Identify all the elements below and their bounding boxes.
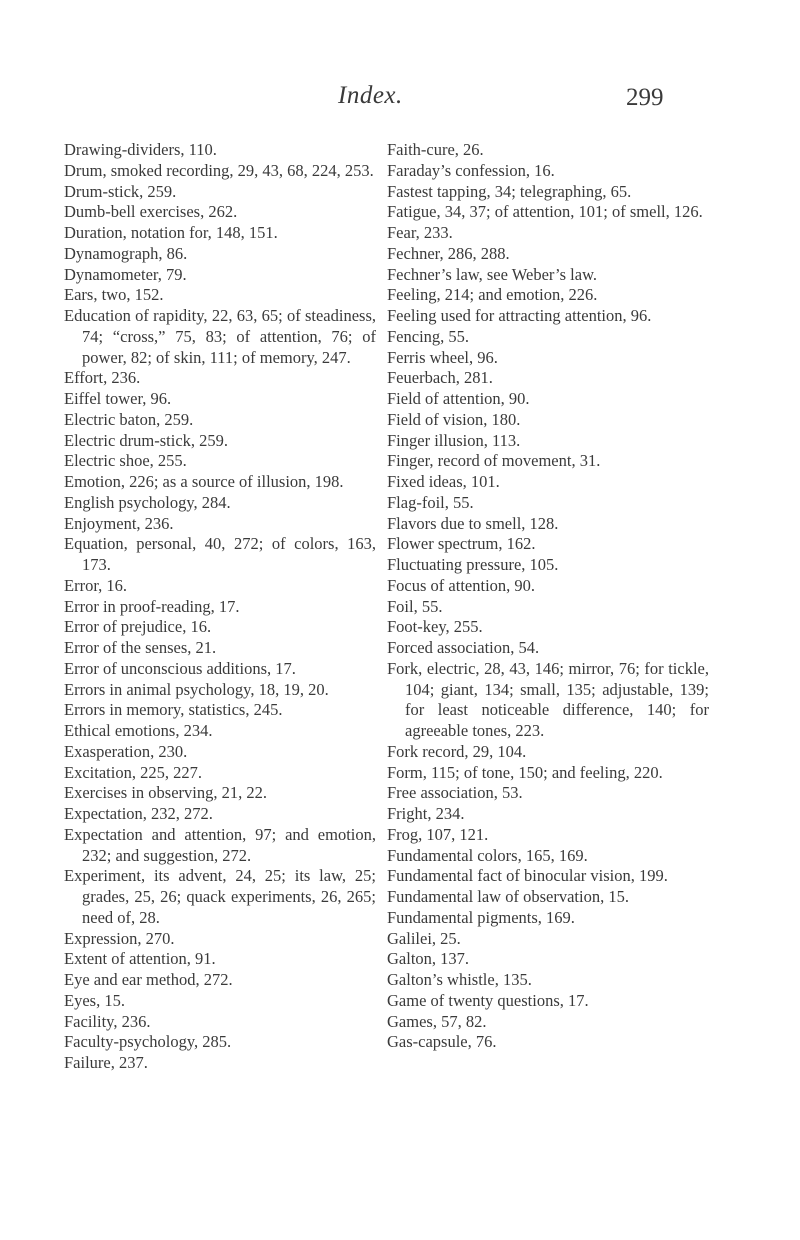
index-entry: Fechner’s law, see Weber’s law. xyxy=(387,264,598,284)
index-entry: Flag-foil, 55. xyxy=(387,492,474,512)
index-entry: Flavors due to smell, 128. xyxy=(387,513,559,533)
index-entry: Emotion, 226; as a source of illusion, 198. xyxy=(64,472,344,491)
index-entry: Electric drum-stick, 259. xyxy=(64,430,229,450)
index-entry: Foot-key, 255. xyxy=(387,617,483,637)
index-entry: Expression, 270. xyxy=(64,928,175,948)
index-entry: Dynamograph, 86. xyxy=(64,243,188,263)
index-entry: Dynamometer, 79. xyxy=(64,264,187,284)
index-entry: Fastest tapping, 34; telegraphing, 65. xyxy=(387,181,632,201)
index-entry: Fechner, 286, 288. xyxy=(387,243,510,263)
index-entry: Equation, personal, 40, 272; of colors, 163, 173. xyxy=(64,534,376,574)
index-entry: Ethical emotions, 234. xyxy=(64,721,213,740)
index-entry: Fundamental pigments, 169. xyxy=(387,907,575,927)
running-title: Index. xyxy=(338,82,403,109)
index-entry: Ears, two, 152. xyxy=(64,285,164,305)
index-entry: Expectation, 232, 272. xyxy=(64,804,213,823)
index-entry: Effort, 236. xyxy=(64,368,141,388)
index-entry: Electric shoe, 255. xyxy=(64,451,187,471)
index-entry: Feeling, 214; and emotion, 226. xyxy=(387,285,598,305)
index-entry: Eiffel tower, 96. xyxy=(64,389,172,408)
index-entry: Frog, 107, 121. xyxy=(387,824,489,844)
index-entry: Free association, 53. xyxy=(387,783,523,803)
index-column-right xyxy=(387,140,709,1053)
index-entry: Drum-stick, 259. xyxy=(64,181,177,201)
index-entry: Fork, electric, 28, 43, 146; mirror, 76; for tickle, 104; giant, 134; small, 135; adjustable, 139; for least noticeable difference, 140; for agreeable tones, 223. xyxy=(387,658,709,740)
index-entry: Eye and ear method, 272. xyxy=(64,970,233,989)
index-entry: Education of rapidity, 22, 63, 65; of steadiness, 74; “cross,” 75, 83; of attention, 76; of power, 82; of skin, 111; of memory, 247. xyxy=(64,306,376,367)
index-entry: Failure, 237. xyxy=(64,1053,148,1072)
index-entry: Fixed ideas, 101. xyxy=(387,472,500,491)
index-entry: Eyes, 15. xyxy=(64,990,125,1010)
index-entry: Fundamental law of observation, 15. xyxy=(387,887,629,906)
index-entry: Fork record, 29, 104. xyxy=(387,741,527,761)
index-entry: Drum, smoked recording, 29, 43, 68, 224, 253. xyxy=(64,160,374,180)
index-entry: Enjoyment, 236. xyxy=(64,513,174,533)
index-entry: Faculty-psychology, 285. xyxy=(64,1032,232,1052)
index-entry: Galton, 137. xyxy=(387,949,470,969)
index-entry: Error of unconscious additions, 17. xyxy=(64,658,296,678)
index-entry: English psychology, 284. xyxy=(64,492,231,512)
index-entry: Games, 57, 82. xyxy=(387,1011,487,1031)
index-entry: Foil, 55. xyxy=(387,596,443,616)
index-entry: Fundamental colors, 165, 169. xyxy=(387,845,588,865)
index-entry: Fatigue, 34, 37; of attention, 101; of smell, 126. xyxy=(387,202,703,222)
index-entry: Field of vision, 180. xyxy=(387,409,521,429)
index-entry: Fluctuating pressure, 105. xyxy=(387,555,559,574)
index-entry: Field of attention, 90. xyxy=(387,389,530,408)
index-entry: Flower spectrum, 162. xyxy=(387,534,536,554)
index-entry: Drawing-dividers, 110. xyxy=(64,140,217,159)
index-entry: Game of twenty questions, 17. xyxy=(387,990,589,1010)
index-entry: Galton’s whistle, 135. xyxy=(387,970,532,989)
index-entry: Duration, notation for, 148, 151. xyxy=(64,223,278,242)
index-entry: Extent of attention, 91. xyxy=(64,949,216,969)
index-entry: Finger illusion, 113. xyxy=(387,430,521,450)
index-entry: Fencing, 55. xyxy=(387,326,470,346)
index-entry: Forced association, 54. xyxy=(387,638,540,657)
page-number: 299 xyxy=(626,84,664,111)
index-entry: Errors in memory, statistics, 245. xyxy=(64,700,283,720)
index-entry: Focus of attention, 90. xyxy=(387,575,536,595)
index-column-left xyxy=(64,140,376,1074)
index-entry: Error of the senses, 21. xyxy=(64,638,217,657)
index-entry: Fear, 233. xyxy=(387,223,453,242)
index-entry: Electric baton, 259. xyxy=(64,409,194,429)
index-entry: Feuerbach, 281. xyxy=(387,368,493,388)
index-entry: Error, 16. xyxy=(64,575,128,595)
index-entry: Finger, record of movement, 31. xyxy=(387,451,601,471)
index-entry: Errors in animal psychology, 18, 19, 20. xyxy=(64,679,329,699)
index-entry: Galilei, 25. xyxy=(387,928,461,948)
index-entry: Error of prejudice, 16. xyxy=(64,617,212,637)
index-entry: Fright, 234. xyxy=(387,804,465,823)
index-entry: Excitation, 225, 227. xyxy=(64,762,202,782)
index-entry: Faith-cure, 26. xyxy=(387,140,484,159)
index-entry: Feeling used for attracting attention, 96. xyxy=(387,306,652,325)
index-entry: Facility, 236. xyxy=(64,1011,151,1031)
index-entry: Dumb-bell exercises, 262. xyxy=(64,202,238,222)
index-entry: Exasperation, 230. xyxy=(64,741,188,761)
index-entry: Gas-capsule, 76. xyxy=(387,1032,497,1052)
index-entry: Faraday’s confession, 16. xyxy=(387,160,555,180)
index-entry: Fundamental fact of binocular vision, 199. xyxy=(387,866,668,886)
index-entry: Form, 115; of tone, 150; and feeling, 220. xyxy=(387,762,663,782)
index-entry: Exercises in observing, 21, 22. xyxy=(64,783,268,803)
page-header xyxy=(0,78,800,122)
index-entry: Error in proof-reading, 17. xyxy=(64,596,240,616)
index-entry: Experiment, its advent, 24, 25; its law, 25; grades, 25, 26; quack experiments, 26, 265; need of, 28. xyxy=(64,866,376,927)
index-entry: Ferris wheel, 96. xyxy=(387,347,498,367)
index-entry: Expectation and attention, 97; and emotion, 232; and suggestion, 272. xyxy=(64,824,376,865)
